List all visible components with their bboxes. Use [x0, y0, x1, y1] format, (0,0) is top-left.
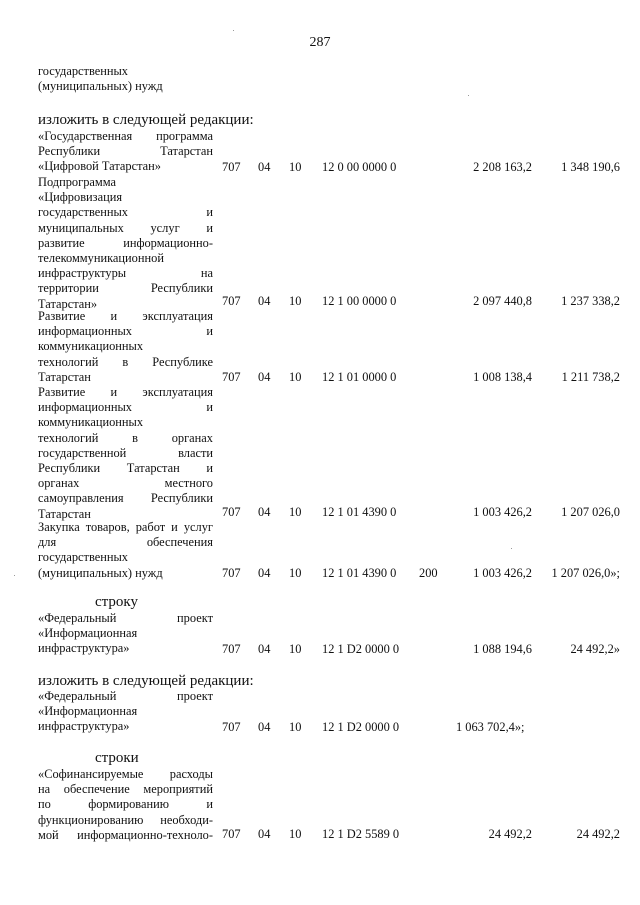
text-line: государственной власти — [38, 445, 213, 460]
cell-sum-2: 1 207 026,0 — [561, 505, 620, 519]
cell-ved: 707 — [222, 370, 241, 384]
row-description — [38, 175, 213, 312]
cell-pr: 10 — [289, 642, 302, 656]
cell-pr: 10 — [289, 160, 302, 174]
text-line: «Цифровизация — [38, 190, 123, 205]
text-line: Развитие и эксплуатация — [38, 385, 213, 399]
row-description — [38, 611, 213, 657]
cell-rz: 04 — [258, 294, 271, 308]
section-heading: строку — [95, 594, 138, 610]
text-line: для обеспечения — [38, 535, 213, 550]
cell-vr: 200 — [419, 566, 438, 580]
cell-csr: 12 1 D2 0000 0 — [322, 642, 400, 656]
cell-ved: 707 — [222, 294, 241, 308]
text-line: «Софинансируемые расходы — [38, 767, 213, 781]
text-line: Закупка товаров, работ и услуг — [38, 520, 213, 534]
cell-csr: 12 1 D2 5589 0 — [322, 827, 400, 841]
text-line: телекоммуникационной — [38, 251, 164, 266]
cell-csr: 12 1 01 4390 0 — [322, 505, 397, 519]
text-line: «Федеральный проект — [38, 689, 213, 703]
scan-speck — [233, 30, 234, 31]
cell-ved: 707 — [222, 160, 241, 174]
page-number: 287 — [309, 35, 331, 50]
text-line: государственных — [38, 550, 129, 565]
text-line: самоуправления Республики — [38, 491, 213, 506]
cell-sum-1: 2 097 440,8 — [473, 294, 532, 308]
text-line: технологий в органах — [38, 430, 213, 445]
cell-sum-2: 1 211 738,2 — [561, 370, 620, 384]
text-line: «Информационная — [38, 704, 138, 719]
cell-ved: 707 — [222, 642, 241, 656]
text-line: информационных и — [38, 400, 213, 415]
cell-sum-2: 1 237 338,2 — [561, 294, 620, 308]
cell-rz: 04 — [258, 827, 271, 841]
cell-sum-2: 24 492,2 — [576, 827, 620, 841]
section-heading: строки — [95, 750, 139, 766]
text-line: Республики Татарстан — [38, 144, 213, 159]
text-line: коммуникационных — [38, 415, 144, 430]
text-line: инфраструктуры на — [38, 266, 213, 281]
text-line: «Информационная — [38, 626, 138, 641]
cell-pr: 10 — [289, 566, 302, 580]
scan-speck — [511, 548, 512, 549]
text-line: Татарстан» — [38, 296, 98, 311]
row-description — [38, 385, 213, 522]
section-heading: изложить в следующей редакции: — [38, 112, 254, 128]
text-line: государственных и — [38, 205, 213, 220]
cell-pr: 10 — [289, 720, 302, 734]
text-line: (муниципальных) нужд — [38, 79, 163, 94]
text-line: территории Республики — [38, 281, 213, 296]
cell-rz: 04 — [258, 370, 271, 384]
cell-ved: 707 — [222, 505, 241, 519]
row-description — [38, 689, 213, 735]
cell-csr: 12 1 00 0000 0 — [322, 294, 397, 308]
cell-csr: 12 1 01 0000 0 — [322, 370, 397, 384]
cell-pr: 10 — [289, 294, 302, 308]
text-line: Республики Татарстан и — [38, 461, 213, 476]
cell-sum-1: 1 088 194,6 — [473, 642, 532, 656]
cell-csr: 12 1 01 4390 0 — [322, 566, 397, 580]
text-line: Татарстан — [38, 506, 91, 521]
text-line: функционированию необходи- — [38, 812, 213, 827]
text-line: на обеспечение мероприятий — [38, 782, 213, 797]
text-line: информационных и — [38, 324, 213, 339]
text-line: «Государственная программа — [38, 129, 213, 143]
row-description — [38, 309, 213, 385]
cell-pr: 10 — [289, 505, 302, 519]
text-line: органах местного — [38, 476, 213, 491]
cell-sum-1: 1 008 138,4 — [473, 370, 532, 384]
cell-pr: 10 — [289, 370, 302, 384]
text-line: развитие информационно- — [38, 235, 213, 250]
cell-ved: 707 — [222, 720, 241, 734]
text-line: Развитие и эксплуатация — [38, 309, 213, 323]
text-line: технологий в Республике — [38, 354, 213, 369]
cell-pr: 10 — [289, 827, 302, 841]
cell-ved: 707 — [222, 827, 241, 841]
cell-rz: 04 — [258, 642, 271, 656]
text-line: Татарстан — [38, 369, 91, 384]
text-line: (муниципальных) нужд — [38, 565, 163, 580]
scan-speck — [468, 95, 469, 96]
cell-sum-2: 1 348 190,6 — [561, 160, 620, 174]
cell-rz: 04 — [258, 566, 271, 580]
cell-sum-1: 1 003 426,2 — [473, 505, 532, 519]
cell-sum-2: 24 492,2» — [570, 642, 620, 656]
section-heading: изложить в следующей редакции: — [38, 673, 254, 689]
cell-sum-1: 1 003 426,2 — [473, 566, 532, 580]
text-line: по формированию и — [38, 797, 213, 812]
text-line: Подпрограмма — [38, 175, 116, 189]
row-description — [38, 520, 213, 581]
cell-rz: 04 — [258, 505, 271, 519]
cell-sum-1: 24 492,2 — [488, 827, 532, 841]
text-line: мой информационно-техноло- — [38, 827, 213, 842]
cell-ved: 707 — [222, 566, 241, 580]
cell-csr: 12 0 00 0000 0 — [322, 160, 397, 174]
row-description — [38, 767, 213, 843]
text-line: «Цифровой Татарстан» — [38, 159, 161, 174]
cell-sum-1: 2 208 163,2 — [473, 160, 532, 174]
cell-rz: 04 — [258, 160, 271, 174]
cell-rz: 04 — [258, 720, 271, 734]
text-line: государственных — [38, 64, 129, 78]
text-line: инфраструктура» — [38, 719, 130, 734]
row-description — [38, 129, 213, 175]
cell-sum-2: 1 207 026,0»; — [551, 566, 620, 580]
cell-sum-1: 1 063 702,4»; — [456, 720, 525, 734]
text-line: коммуникационных — [38, 339, 144, 354]
continuation-text — [38, 64, 213, 94]
cell-csr: 12 1 D2 0000 0 — [322, 720, 400, 734]
text-line: муниципальных услуг и — [38, 220, 213, 235]
text-line: инфраструктура» — [38, 641, 130, 656]
text-line: «Федеральный проект — [38, 611, 213, 625]
scan-speck — [14, 575, 15, 576]
